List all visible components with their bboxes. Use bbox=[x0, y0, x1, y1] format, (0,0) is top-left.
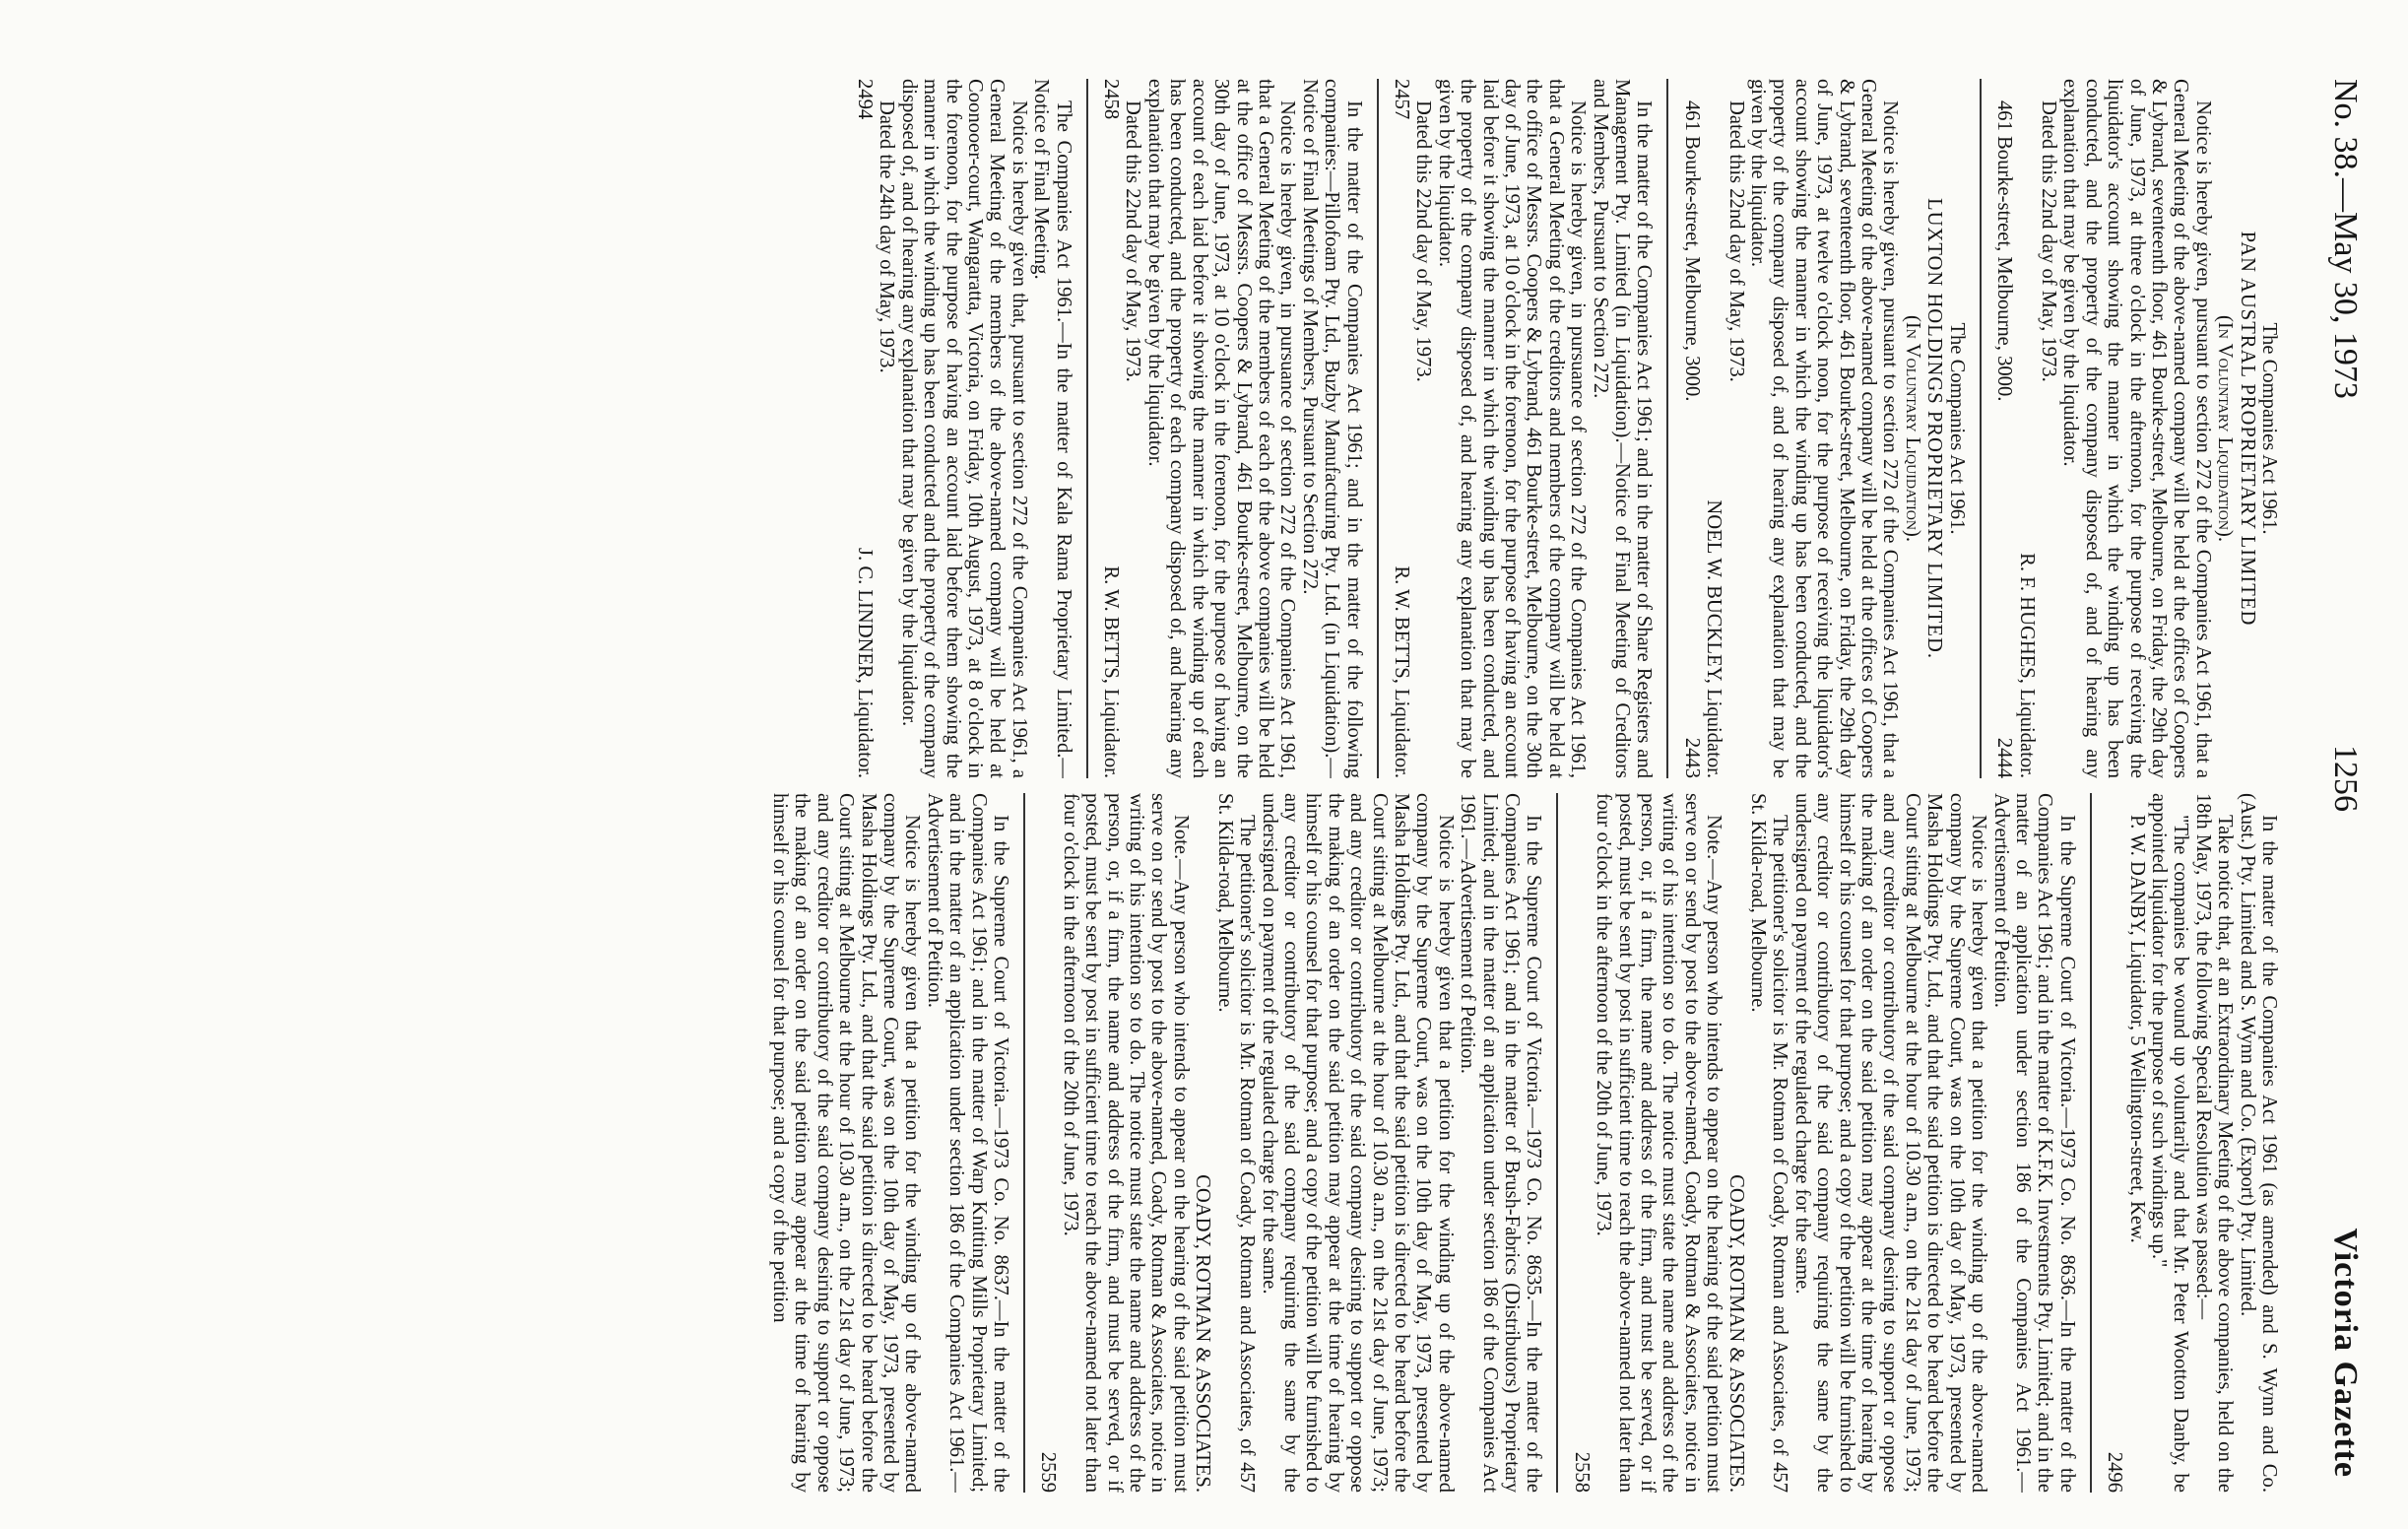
divider bbox=[1377, 79, 1379, 778]
notice-heading: The Companies Act 1961. bbox=[1945, 322, 1968, 535]
signatory: R. W. BETTS, Liquidator. bbox=[1390, 565, 1412, 778]
firm-signature: COADY, ROTMAN & ASSOCIATES. bbox=[1192, 1174, 1214, 1493]
divider bbox=[2090, 793, 2092, 1493]
solicitor-note: The petitioner's solicitor is Mr. Rotman of Coady, Rotman and Associates, of 457 St. Kilda-road, Melbourne. bbox=[1213, 793, 1259, 1493]
notice-body: Notice is hereby given, in pursuance of section 272 of the Companies Act 1961, that a General Meeting of the members of each of the above companies will be held at the office of Messrs. Coopers & Lybrand, 461 Bourke-street, Melbourne, on the 30th day of June, 1973, at 10 o'clock in the forenoon, for the purpose of having an account of each laid before it showing the manner in which the winding up of each has been conducted, and the property of each company disposed of, and hearing any explanation that may be given by the liquidator. bbox=[1143, 79, 1299, 778]
divider bbox=[1086, 79, 1088, 778]
signatory: R. F. HUGHES, Liquidator. bbox=[2015, 553, 2038, 778]
reference-number: 2457 bbox=[1390, 79, 1412, 120]
address-row bbox=[1680, 79, 1702, 778]
notice-intro: In the Supreme Court of Victoria.—1973 Co. No. 8635.—In the matter of the Companies Act 1961; and in the matter of Brush-Fabrics (Distributors) Proprietary Limited; and in the matter of an application under section 186 of the Companies Act 1961.—Advertisement of Petition. bbox=[1457, 793, 1545, 1493]
page-header bbox=[2305, 79, 2364, 1478]
notice-body: Notice is hereby given, in pursuance of section 272 of the Companies Act 1961, that a General Meeting of the creditors and members of the company will be held at the office of Messrs. Coopers & Lybrand, 461 Bourke-street, Melbourne, on the 30th day of June, 1973, at 10 o'clock in the forenoon, for the purpose of having an account laid before it showing the manner in which the winding up has been conducted, and the property of the company disposed of, and hearing any explanation that may be given by the liquidator. bbox=[1434, 79, 1590, 778]
signatory: J. C. LINDNER, Liquidator. bbox=[854, 548, 877, 778]
signature-row bbox=[1391, 79, 1412, 778]
notice-body: Notice is hereby given, pursuant to section 272 of the Companies Act 1961, that a General Meeting of the above-named company will be held at the offices of Coopers & Lybrand, seventeenth floor, 461 Bourke-street, Melbourne, on Friday, the 29th day of June, 1973, at twelve o'clock noon, for the purpose of receiving the liquidator's account showing the manner in which the winding up has been conducted, and the property of the company disposed of, and of hearing any explanation that may be given by the liquidator. bbox=[1747, 79, 1902, 778]
firm-signature: COADY, ROTMAN & ASSOCIATES. bbox=[1725, 1174, 1747, 1493]
reference-number: 2458 bbox=[1100, 79, 1123, 120]
notice-body: Notice is hereby given, pursuant to section 272 of the Companies Act 1961, that a General Meeting of the above-named company will be held at the offices of Coopers & Lybrand, seventeenth floor, 461 Bourke-street, Melbourne, on Friday, the 29th day of June, 1973, at three o'clock in the afternoon, for the purpose of receiving the liquidator's account showing the manner in which the winding up has been conducted, and the property of the company disposed of, and of hearing any explanation that may be given by the liquidator. bbox=[2059, 79, 2214, 778]
notice-date: Dated this 22nd day of May, 1973. bbox=[1122, 100, 1144, 382]
right-column bbox=[34, 793, 2280, 1493]
divider bbox=[1980, 79, 1982, 778]
notice-body: Notice is hereby given that a petition for the winding up of the above-named company by the Supreme Court, was on the 10th day of May, 1973, presented by Masha Holdings Pty. Ltd., and that the said petition is directed to be heard before the Court sitting at Melbourne at the hour of 10.30 a.m., on the 21st day of June, 1973; and any creditor or contributory of the said company desiring to support or oppose the making of an order on the said petition may appear at the time of hearing by himself or his counsel for that purpose; and a copy of the petition will be furnished to any creditor or contributory of the said company requiring the same by the undersigned on payment of the regulated charge for the same. bbox=[1790, 793, 1990, 1493]
notice-body: Take notice that, at an Extraordinary Meeting of the above companies, held on the 18th May, 1973, the following Special Resolution was passed:— bbox=[2191, 793, 2237, 1493]
notice-intro: In the matter of the Companies Act 1961; and in the matter of the following companies:—Pillofoam Pty. Ltd., Buzby Manufacturing Pty. Ltd. (in Liquidation).—Notice of Final Meetings of Members, Pursuant to Section 272. bbox=[1298, 79, 1365, 778]
signatory: P. W. DANBY, Liquidator, 5 Wellington-street, Kew. bbox=[2125, 815, 2148, 1243]
reference-number: 2494 bbox=[854, 79, 877, 120]
address: 461 Bourke-street, Melbourne, 3000. bbox=[1993, 100, 2016, 402]
notice-wynn bbox=[2104, 793, 2280, 1493]
page-number: 1256 bbox=[2327, 745, 2364, 812]
notice-kala-rama bbox=[854, 79, 1074, 778]
notice-share-registers bbox=[1391, 79, 1656, 778]
notice-pillofoam bbox=[1100, 79, 1365, 778]
reference-number: 2443 bbox=[1680, 737, 1703, 778]
notice-intro: In the Supreme Court of Victoria.—1973 Co. No. 8636.—In the matter of the Companies Act 1961; and in the matter of K.F.K. Investments Pty. Limited; and in the matter of an application under section 186 of the Companies Act 1961.—Advertisement of Petition. bbox=[1989, 793, 2078, 1493]
notice-intro: In the matter of the Companies Act 1961; and in the matter of Share Registers and Management Pty. Limited (in Liquidation).—Notice of Final Meeting of Creditors and Members, Pursuant to Section 272. bbox=[1589, 79, 1656, 778]
notice-pan-austral bbox=[1993, 79, 2280, 778]
notice-body: Notice is hereby given that, pursuant to section 272 of the Companies Act 1961, a General Meeting of the members of the above-named company will be held at Coonooer-court, Wangaratta, Victoria, on Friday, 10th August, 1973, at 8 o'clock in the forenoon, for the purpose of having an account laid before them showing the manner in which the winding up has been conducted and the property of the company disposed of, and of hearing any explanation that may be given by the liquidator. bbox=[897, 79, 1030, 778]
divider bbox=[1666, 79, 1668, 778]
notice-date: Dated this 22nd day of May, 1973. bbox=[1412, 100, 1435, 382]
notice-body: Notice is hereby given that a petition for the winding up of the above-named company by the Supreme Court, was on the 10th day of May, 1973, presented by Masha Holdings Pty. Ltd., and that the said petition is directed to be heard before the Court sitting at Melbourne at the hour of 10.30 a.m., on the 21st day of June, 1973; and any creditor or contributory of the said company desiring to support or oppose the making of an order on the said petition may appear at the time of hearing by himself or his counsel for that purpose; and a copy of the petition bbox=[769, 793, 924, 1493]
notice-intro: In the matter of the Companies Act 1961 (as amended) and S. Wynn and Co. (Aust.) Pty. Limited and S. Wynn and Co. (Export) Pty. Limited. bbox=[2236, 793, 2280, 1493]
company-name: PAN AUSTRAL PROPRIETARY LIMITED bbox=[2236, 231, 2258, 627]
notice-luxton-holdings bbox=[1680, 79, 1967, 778]
signatory: NOEL W. BUCKLEY, Liquidator. bbox=[1703, 499, 1725, 778]
reference-number: 2444 bbox=[1993, 737, 2016, 778]
notice-body: Notice is hereby given that a petition for the winding up of the above-named company by the Supreme Court, was on the 10th day of May, 1973, presented by Masha Holdings Pty. Ltd., and that the said petition is directed to be heard before the Court sitting at Melbourne at the hour of 10.30 a.m., on the 21st day of June, 1973; and any creditor or contributory of the said company desiring to support or oppose the making of an order on the said petition may appear at the time of hearing by himself or his counsel for that purpose; and a copy of the petition will be furnished to any creditor or contributory of the said company requiring the same by the undersigned on payment of the regulated charge for the same. bbox=[1258, 793, 1457, 1493]
notice-intro: The Companies Act 1961.—In the matter of Kala Rama Proprietary Limited.—Notice of Final Meeting. bbox=[1030, 79, 1074, 778]
notice-date: Dated the 24th day of May, 1973. bbox=[876, 100, 898, 373]
reference-number: 2496 bbox=[2104, 1451, 2126, 1493]
reference-number: 2558 bbox=[1570, 1451, 1593, 1493]
issue-label: No. 38.—May 30, 1973 bbox=[2327, 79, 2364, 399]
signature-row bbox=[1100, 79, 1122, 778]
company-name: LUXTON HOLDINGS PROPRIETARY LIMITED. bbox=[1923, 198, 1946, 659]
notice-intro: In the Supreme Court of Victoria.—1973 Co. No. 8637.—In the matter of the Companies Act 1961; and in the matter of Warp Knitting Mills Proprietary Limited; and in the matter of an application under section 186 of the Companies Act 1961.—Advertisement of Petition. bbox=[923, 793, 1012, 1493]
appearance-note: Note.—Any person who intends to appear on the hearing of the said petition must serve on or send by post to the above-named, Coady, Rotman & Associates, notice in writing of his intention so to do. The notice must state the name and address of the person, or, if a firm, the name and address of the firm, and must be served, or if posted, must be sent by post in sufficient time to reach the above-named not later than four o'clock in the afternoon of the 20th of June, 1973. bbox=[1593, 793, 1725, 1493]
left-column bbox=[34, 79, 2280, 778]
appearance-note: Note.—Any person who intends to appear on the hearing of the said petition must serve on or send by post to the above-named, Coady, Rotman & Associates, notice in writing of his intention so to do. The notice must state the name and address of the person, or, if a firm, the name and address of the firm, and must be served, or if posted, must be sent by post in sufficient time to reach the above-named not later than four o'clock in the afternoon of the 20th of June, 1973. bbox=[1059, 793, 1192, 1493]
notice-date: Dated this 22nd day of May, 1973. bbox=[1725, 100, 1747, 382]
address-row bbox=[1993, 79, 2015, 778]
notice-date: Dated this 22nd day of May, 1973. bbox=[2037, 100, 2059, 382]
liquidation-status: (In Voluntary Liquidation). bbox=[2214, 315, 2237, 542]
notice-brush-fabrics bbox=[1037, 793, 1544, 1493]
notice-heading: The Companies Act 1961. bbox=[2258, 322, 2280, 535]
divider bbox=[1023, 793, 1025, 1493]
divider bbox=[1556, 793, 1558, 1493]
publication-title: Victoria Gazette bbox=[2327, 1228, 2364, 1478]
address: 461 Bourke-street, Melbourne, 3000. bbox=[1680, 100, 1703, 402]
notice-kfk-investments bbox=[1570, 793, 2077, 1493]
resolution-text: "The companies be wound up voluntarily and that Mr. Peter Wootton Danby, be appointed liquidator for the purpose of such windings up." bbox=[2147, 793, 2192, 1493]
signature-row bbox=[854, 79, 876, 778]
liquidation-status: (In Voluntary Liquidation). bbox=[1901, 315, 1923, 542]
notice-warp-knitting bbox=[769, 793, 1011, 1493]
solicitor-note: The petitioner's solicitor is Mr. Rotman of Coady, Rotman and Associates, of 457 St. Kilda-road, Melbourne. bbox=[1747, 793, 1791, 1493]
reference-number: 2559 bbox=[1037, 1451, 1060, 1493]
signatory: R. W. BETTS, Liquidator. bbox=[1100, 565, 1123, 778]
